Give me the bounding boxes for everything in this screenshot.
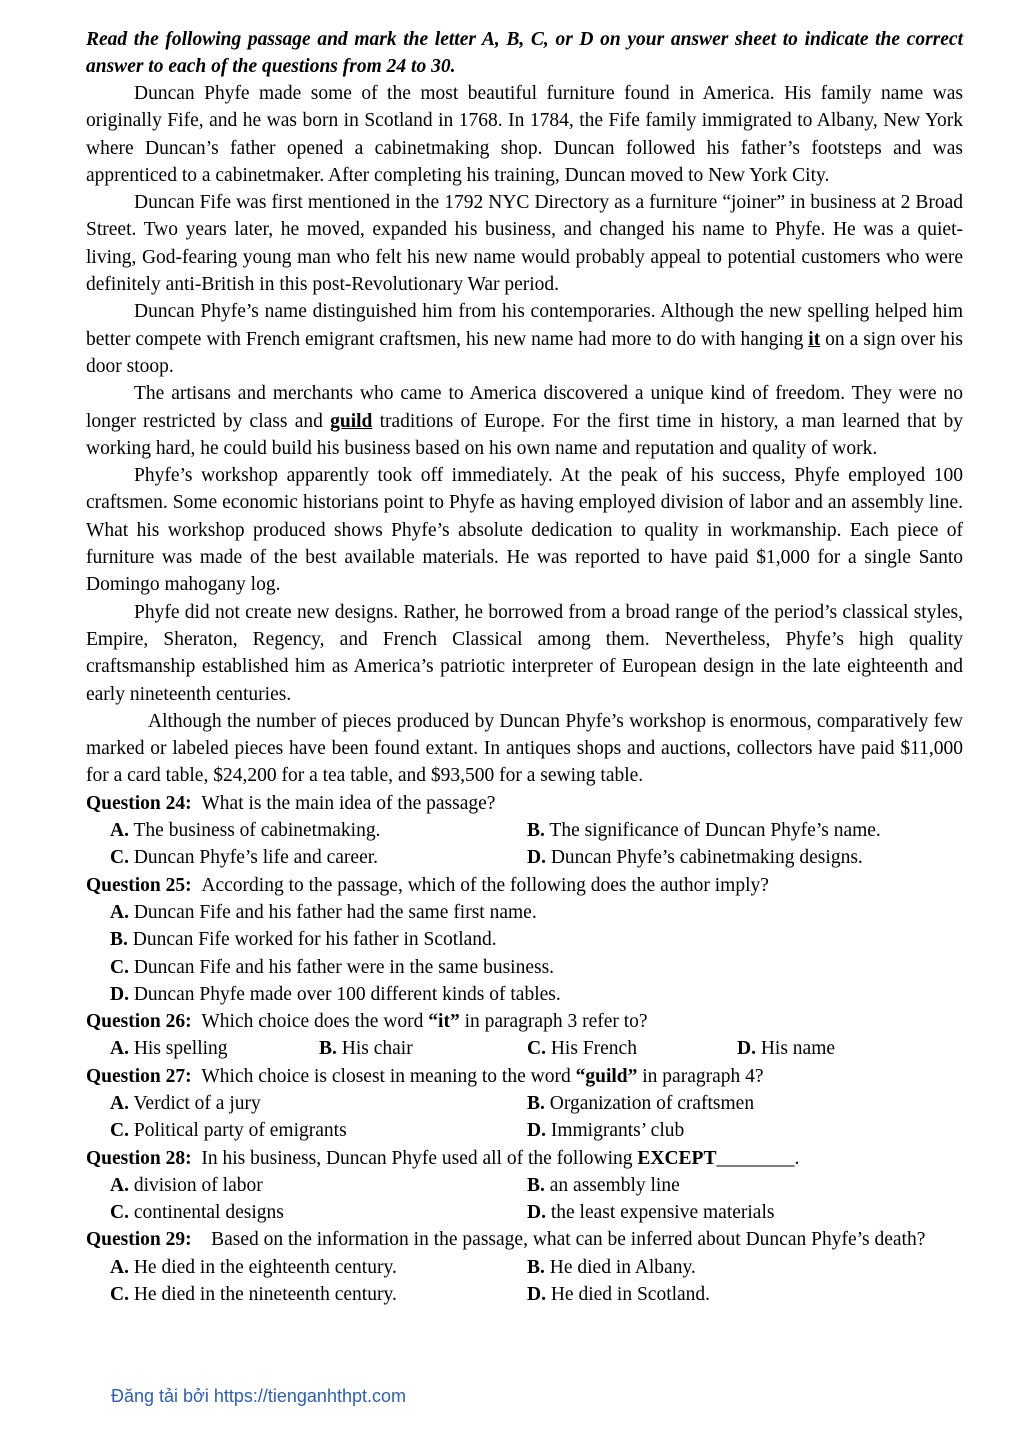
option-c[interactable] [110, 1281, 397, 1308]
question-text-before: Which choice is closest in meaning to the word [201, 1065, 576, 1087]
question-28-options [86, 1172, 963, 1227]
option-letter: C. [527, 1038, 546, 1060]
p4-text-after: traditions of Europe. For the first time in history, a man learned that by working hard, he could build his business based on his own name and reputation and quality of work. [86, 410, 964, 459]
question-27-options [86, 1090, 963, 1145]
option-letter: A. [110, 1256, 129, 1278]
option-c[interactable] [110, 954, 554, 981]
option-c[interactable] [110, 1117, 347, 1144]
question-number: Question 29: [86, 1229, 192, 1251]
question-29 [86, 1226, 963, 1253]
option-letter: B. [527, 1256, 545, 1278]
question-text-after: in paragraph 3 refer to? [459, 1011, 648, 1033]
option-a[interactable] [110, 899, 537, 926]
question-number: Question 28: [86, 1147, 192, 1169]
passage-paragraph-1: Duncan Phyfe made some of the most beautiful furniture found in America. His family name was originally Fife, and he was born in Scotland in 1768. In 1784, the Fife family immigrated to Albany, New York where Duncan’s father opened a cabinetmaking shop. Duncan followed his father’s footsteps and was apprenticed to a cabinetmaker. After completing his training, Duncan moved to New York City. [86, 83, 963, 186]
option-text: Political party of emigrants [133, 1120, 347, 1142]
option-letter: B. [527, 820, 545, 842]
option-d[interactable] [527, 1199, 774, 1226]
option-b[interactable] [527, 1090, 754, 1117]
option-c[interactable] [527, 1035, 637, 1062]
option-text: Immigrants’ club [550, 1120, 685, 1142]
option-text: continental designs [133, 1202, 284, 1224]
option-b[interactable] [527, 1172, 680, 1199]
option-letter: B. [527, 1092, 545, 1114]
option-text: His spelling [133, 1038, 228, 1060]
option-letter: A. [110, 1092, 129, 1114]
option-text: an assembly line [549, 1174, 680, 1196]
option-b[interactable] [527, 817, 881, 844]
option-letter: C. [110, 956, 129, 978]
option-d[interactable] [527, 844, 863, 871]
option-b[interactable] [110, 926, 497, 953]
question-number: Question 26: [86, 1011, 192, 1033]
option-text: Verdict of a jury [133, 1092, 261, 1114]
option-a[interactable] [110, 1090, 261, 1117]
footer-source-link[interactable]: Đăng tải bởi https://tienganhthpt.com [111, 1386, 406, 1406]
option-text: His French [550, 1038, 637, 1060]
question-27 [86, 1063, 963, 1090]
question-number: Question 27: [86, 1065, 192, 1087]
option-text: He died in the eighteenth century. [133, 1256, 397, 1278]
question-24 [86, 790, 963, 817]
instructions: Read the following passage and mark the letter A, B, C, or D on your answer sheet to indicate the correct answer to each of the questions from 24 to 30. [86, 29, 963, 77]
passage-paragraph-3 [86, 298, 963, 380]
option-text: He died in Albany. [549, 1256, 696, 1278]
question-25-options [86, 899, 963, 1008]
question-number: Question 24: [86, 792, 192, 814]
option-b[interactable] [527, 1254, 696, 1281]
option-c[interactable] [110, 1199, 284, 1226]
option-letter: D. [527, 1284, 546, 1306]
option-text: The significance of Duncan Phyfe’s name. [549, 820, 881, 842]
option-letter: B. [527, 1174, 545, 1196]
option-text: Duncan Fife worked for his father in Scotland. [132, 929, 497, 951]
option-text: The business of cabinetmaking. [133, 820, 381, 842]
option-a[interactable] [110, 1254, 397, 1281]
question-24-options [86, 817, 963, 872]
option-letter: D. [527, 1120, 546, 1142]
question-text: What is the main idea of the passage? [201, 792, 496, 814]
option-a[interactable] [110, 1172, 263, 1199]
p3-text-before: Duncan Phyfe’s name distinguished him from his contemporaries. Although the new spelling helped him better compete with French emigrant craftsmen, his new name had more to do with hanging [86, 301, 963, 350]
option-letter: B. [110, 929, 128, 951]
question-keyword: “guild” [575, 1065, 638, 1087]
option-text: Duncan Phyfe’s cabinetmaking designs. [550, 847, 863, 869]
option-d[interactable] [110, 981, 561, 1008]
option-text: Duncan Fife and his father were in the same business. [133, 956, 555, 978]
option-a[interactable] [110, 1035, 228, 1062]
option-letter: A. [110, 820, 129, 842]
passage-paragraph-7: Although the number of pieces produced by Duncan Phyfe’s workshop is enormous, comparatively few marked or labeled pieces have been found extant. In antiques shops and auctions, collectors have paid $11,000 for a card table, $24,200 for a tea table, and $93,500 for a sewing table. [86, 710, 963, 787]
question-number: Question 25: [86, 874, 192, 896]
option-text: Duncan Phyfe made over 100 different kinds of tables. [133, 983, 561, 1005]
option-text: Organization of craftsmen [549, 1092, 755, 1114]
question-26-options [86, 1035, 963, 1062]
option-letter: C. [110, 1284, 129, 1306]
question-28 [86, 1145, 963, 1172]
question-keyword: EXCEPT [637, 1147, 717, 1169]
option-text: Duncan Phyfe’s life and career. [133, 847, 379, 869]
document-page [86, 26, 963, 1308]
option-letter: D. [110, 983, 129, 1005]
question-26 [86, 1008, 963, 1035]
question-29-options [86, 1254, 963, 1309]
option-d[interactable] [527, 1281, 710, 1308]
option-b[interactable] [319, 1035, 413, 1062]
option-text: Duncan Fife and his father had the same first name. [133, 901, 537, 923]
option-text: He died in the nineteenth century. [133, 1284, 397, 1306]
passage-paragraph-2: Duncan Fife was first mentioned in the 1792 NYC Directory as a furniture “joiner” in business at 2 Broad Street. Two years later, he moved, expanded his business, and changed his name to Phyfe. He was a quiet-living, God-fearing young man who felt his new name would probably appeal to potential customers who were definitely anti-British in this post-Revolutionary War period. [86, 192, 963, 296]
passage-paragraph-5: Phyfe’s workshop apparently took off immediately. At the peak of his success, Phyfe employed 100 craftsmen. Some economic historians point to Phyfe as having employed division of labor and an assembly line. What his workshop produced shows Phyfe’s absolute dedication to quality in workmanship. Each piece of furniture was made of the best available materials. He was reported to have paid $1,000 for a single Santo Domingo mahogany log. [86, 465, 963, 596]
question-text: Based on the information in the passage, what can be inferred about Duncan Phyfe’s death? [211, 1229, 926, 1251]
option-d[interactable] [737, 1035, 835, 1062]
option-d[interactable] [527, 1117, 684, 1144]
highlighted-word-it: it [808, 328, 821, 350]
option-text: His name [760, 1038, 836, 1060]
passage-paragraph-4 [86, 380, 963, 462]
p4-text-before: The artisans and merchants who came to America discovered a unique kind of freedom. They were no longer restricted by class and [86, 383, 963, 432]
option-letter: D. [737, 1038, 756, 1060]
option-letter: C. [110, 1202, 129, 1224]
option-text: He died in Scotland. [550, 1284, 711, 1306]
question-text-after: in paragraph 4? [637, 1065, 764, 1087]
option-letter: C. [110, 847, 129, 869]
option-letter: A. [110, 901, 129, 923]
option-letter: D. [527, 1202, 546, 1224]
option-letter: C. [110, 1120, 129, 1142]
option-text: His chair [341, 1038, 413, 1060]
passage-paragraph-6: Phyfe did not create new designs. Rather, he borrowed from a broad range of the period’s classical styles, Empire, Sheraton, Regency, and French Classical among them. Nevertheless, Phyfe’s high quality craftsmanship established him as America’s patriotic interpreter of European design in the late eighteenth and early nineteenth centuries. [86, 601, 963, 705]
question-text-after: ________. [716, 1147, 800, 1169]
option-text: the least expensive materials [550, 1202, 775, 1224]
option-letter: A. [110, 1038, 129, 1060]
option-c[interactable] [110, 844, 378, 871]
question-text-before: In his business, Duncan Phyfe used all of the following [201, 1147, 638, 1169]
question-text: According to the passage, which of the following does the author imply? [201, 874, 769, 896]
highlighted-word-guild: guild [330, 410, 373, 432]
p3-text-after: on a sign over his door stoop. [86, 328, 963, 377]
option-a[interactable] [110, 817, 380, 844]
question-keyword: “it” [428, 1011, 460, 1033]
option-letter: A. [110, 1174, 129, 1196]
question-25 [86, 872, 963, 899]
option-letter: D. [527, 847, 546, 869]
question-text-before: Which choice does the word [201, 1011, 429, 1033]
option-text: division of labor [133, 1174, 263, 1196]
option-letter: B. [319, 1038, 337, 1060]
